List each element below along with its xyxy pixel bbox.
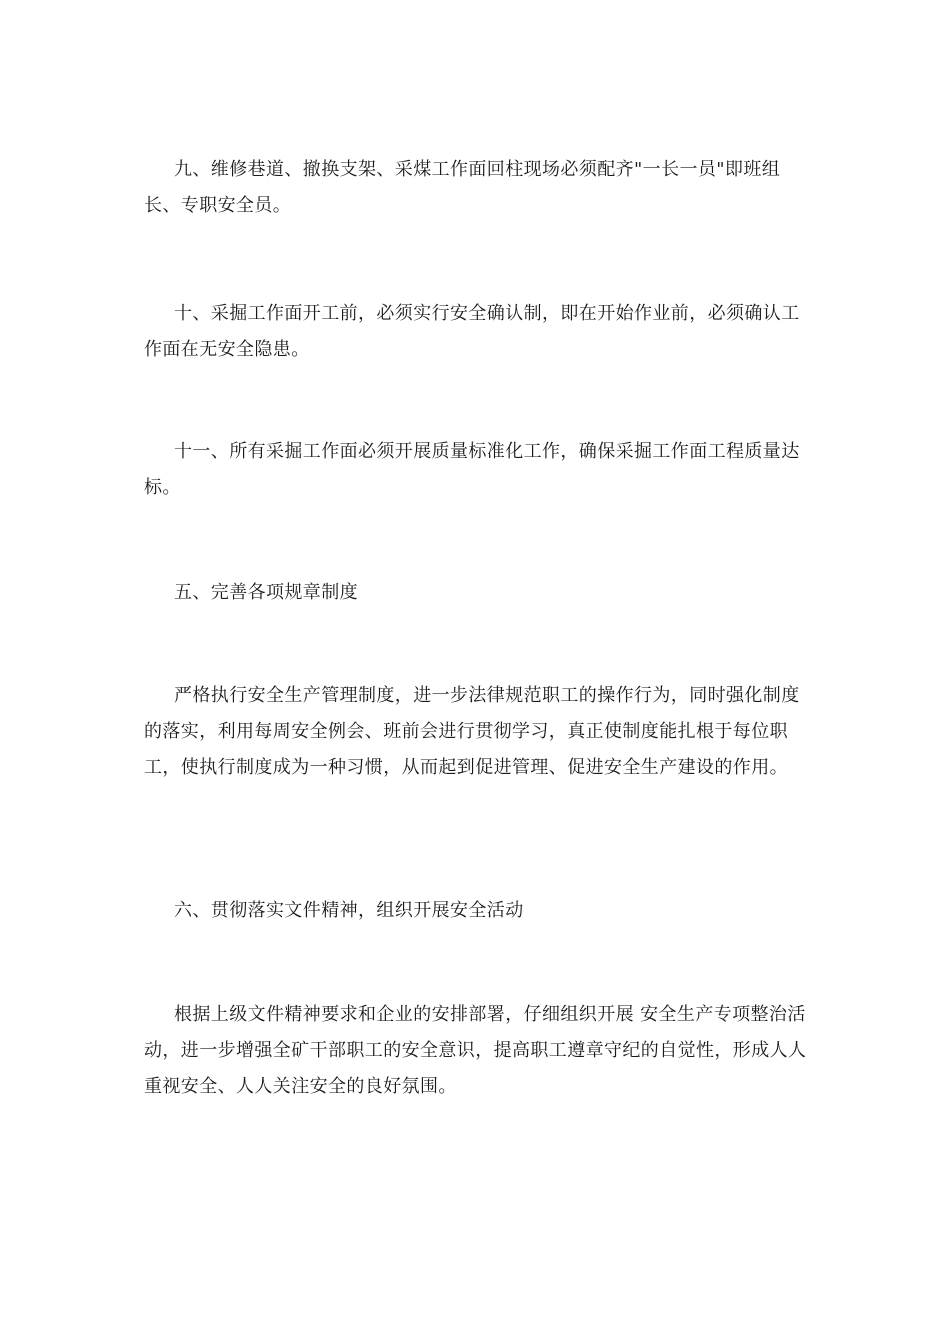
- paragraph-rules: 严格执行安全生产管理制度，进一步法律规范职工的操作行为，同时强化制度的落实，利用每周安全例会、班前会进行贯彻学习，真正使制度能扎根于每位职工，使执行制度成为一种习惯，从而起到促进管理、促进安全生产建设的作用。: [144, 685, 800, 778]
- section-heading-5: 五、完善各项规章制度: [174, 582, 358, 603]
- paragraph-item-10: 十、采掘工作面开工前，必须实行安全确认制，即在开始作业前，必须确认工作面在无安全隐患。: [144, 303, 800, 360]
- section-heading-6: 六、贯彻落实文件精神，组织开展安全活动: [174, 900, 524, 921]
- paragraph-item-9: 九、维修巷道、撤换支架、采煤工作面回柱现场必须配齐"一长一员"即班组长、专职安全员。: [144, 159, 781, 216]
- paragraph-activities: 根据上级文件精神要求和企业的安排部署，仔细组织开展 安全生产专项整治活动，进一步增强全矿干部职工的安全意识，提高职工遵章守纪的自觉性，形成人人重视安全、人人关注安全的良好氛围。: [144, 1004, 807, 1097]
- paragraph-item-11: 十一、所有采掘工作面必须开展质量标准化工作，确保采掘工作面工程质量达标。: [144, 441, 800, 498]
